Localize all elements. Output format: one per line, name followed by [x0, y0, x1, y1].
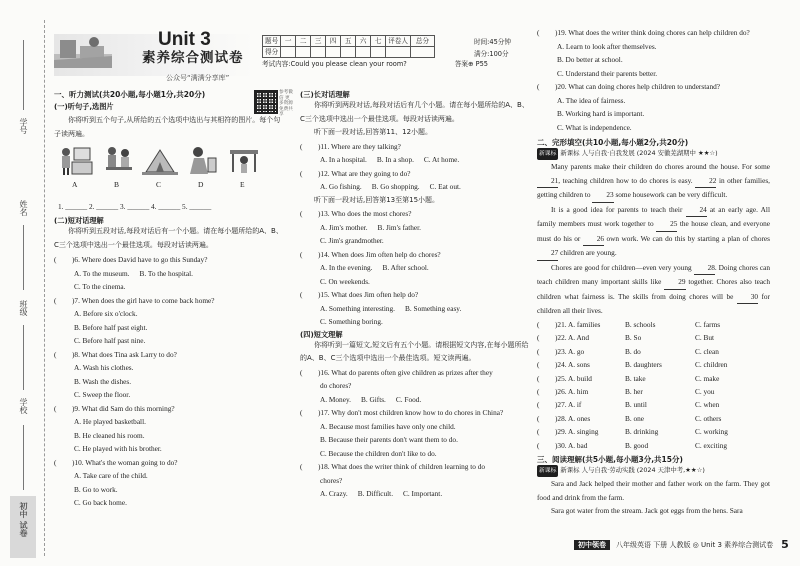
part1-heading-block [54, 90, 254, 111]
cloze-blank[interactable]: 28 [694, 261, 715, 276]
option[interactable]: C. Before half past nine. [74, 336, 146, 345]
score-header-cell: 总分 [410, 36, 434, 47]
question-text: )19. What does the writer think doing chores can help children do? [555, 28, 750, 37]
option[interactable]: B. good [625, 440, 649, 450]
question-sec4-3 [537, 26, 770, 40]
score-input-cell[interactable] [356, 47, 371, 58]
cloze-option-row [537, 412, 770, 425]
sec3-block [300, 90, 532, 501]
score-header-cell: 四 [326, 36, 341, 47]
question-sec2-1 [54, 294, 287, 308]
option[interactable]: C. On weekends. [320, 276, 370, 286]
answer-paren[interactable]: ( [537, 373, 540, 383]
sec2-instructions: 你将听到五段对话,每段对话后有一个小题。请在每小题所给的A、B、C三个选项中选出一个最佳选项。每段对话读两遍。 [54, 227, 283, 249]
label-class: 班级 [19, 300, 28, 316]
answer-paren[interactable]: ( [54, 349, 57, 359]
unit-title: Unit 3 [158, 29, 211, 50]
cloze-paragraph-1: Many parents make their children do chores around the house. For some 21, teaching children how to do chores is easy. 22 in other families, getting children to 23 some housework can be very difficult. [537, 160, 770, 203]
cloze-option-row [537, 398, 770, 411]
option[interactable]: B. daughters [625, 360, 662, 370]
question-continuation: do chores? [320, 381, 352, 390]
option[interactable]: )29. A. singing [555, 427, 599, 437]
score-input-cell[interactable] [371, 47, 386, 58]
cloze-blank[interactable]: 24 [686, 203, 707, 218]
option[interactable]: C. working [695, 427, 728, 437]
option[interactable]: B. schools [625, 319, 656, 329]
option[interactable]: C. when [695, 400, 720, 410]
reading-paragraph-2: Sara got water from the stream. Jack got eggs from the hens. Sara [551, 506, 743, 516]
answer-paren[interactable]: ( [537, 82, 540, 91]
option[interactable]: B. Something easy. [405, 303, 462, 313]
sec1-answer-blanks[interactable]: 1. ______ 2. ______ 3. ______ 4. ______ 5. ______ [58, 202, 212, 211]
option[interactable]: B. drinking [625, 427, 659, 437]
cloze-paragraph-3: Chores are good for children—even very young 28. Doing chores can teach children many important skills like 29 together. Chores also teach children what fairness is. The skills from doing chores will be 30 for children all their lives. [537, 262, 770, 316]
option-row [300, 393, 532, 407]
cloze-option-row [537, 331, 770, 344]
option[interactable]: C. Something boring. [320, 317, 383, 326]
sec3-heading: (三)长对话理解 [300, 90, 350, 99]
sec2-block [54, 216, 287, 510]
score-input-cell[interactable] [326, 47, 341, 58]
question-text: )16. What do parents often give children as prizes after they [318, 367, 493, 377]
question-text: )17. Why don't most children know how to do chores in China? [318, 408, 504, 417]
cloze-option-row [537, 372, 770, 385]
option-row [300, 153, 532, 167]
cloze-option-row [537, 439, 770, 452]
option[interactable]: )23. A. go [555, 346, 585, 356]
score-input-cell[interactable] [410, 47, 434, 58]
option[interactable]: A. The idea of fairness. [557, 95, 626, 105]
answer-paren[interactable]: ( [537, 400, 540, 410]
option[interactable]: C. But [695, 333, 715, 343]
answer-page-ref: 答案⊕ P55 [454, 60, 488, 68]
answer-paren[interactable]: ( [537, 440, 540, 450]
option[interactable]: B. Jim's father. [377, 222, 422, 232]
option[interactable]: B. In a shop. [376, 155, 414, 164]
binding-margin [0, 0, 52, 566]
question-sec2-0 [54, 253, 287, 267]
option[interactable]: A. Before six o'clock. [74, 309, 138, 318]
option[interactable]: B. Go shopping. [371, 182, 420, 191]
option[interactable]: B. until [625, 400, 647, 410]
question-text: )7. When does the girl have to come back home? [72, 295, 215, 305]
question-text: )13. Who does the most chores? [318, 209, 412, 218]
answer-paren[interactable]: ( [54, 255, 57, 264]
sec2-heading: (二)短对话理解 [54, 216, 104, 225]
option-row [300, 302, 532, 316]
test-content [262, 60, 488, 68]
question-sec3b-2 [300, 288, 532, 302]
option[interactable]: B. take [625, 373, 646, 383]
option[interactable]: B. Working hard is important. [557, 109, 645, 118]
option[interactable]: A. In a hospital. [320, 155, 367, 164]
option[interactable]: B. Do better at school. [557, 55, 623, 64]
option[interactable]: C. He played with his brother. [74, 444, 162, 453]
score-label-cell: 得分 [263, 47, 281, 58]
header-subtitle: 公众号“满满分享库” [166, 74, 230, 82]
option[interactable]: B. Go to work. [74, 484, 118, 494]
question-text: )9. What did Sam do this morning? [72, 403, 175, 413]
cloze-blank[interactable]: 26 [583, 232, 604, 247]
score-input-cell[interactable] [311, 47, 326, 58]
cloze-blank[interactable]: 23 [592, 188, 613, 203]
label-c: C [156, 180, 162, 189]
answer-paren[interactable]: ( [300, 290, 303, 299]
score-table [262, 35, 435, 58]
picture-options [58, 144, 262, 176]
answer-paren[interactable]: ( [300, 249, 303, 259]
option-row [300, 221, 532, 235]
label-b: B [114, 180, 120, 189]
question-sec2-4 [54, 456, 287, 470]
reading-paragraph-1: Sara and Jack helped their mother and father work on the farm. They got food and drink from the farm. [537, 479, 770, 502]
sec4-heading: (四)短文理解 [300, 329, 343, 339]
page-number: 5 [781, 538, 789, 551]
option[interactable]: )26. A. him [555, 386, 589, 396]
cloze-option-row [537, 345, 770, 358]
class-field[interactable] [23, 325, 24, 390]
option[interactable]: A. Jim's mother. [320, 222, 368, 232]
page-footer [574, 538, 789, 552]
option[interactable]: B. Wash the dishes. [74, 376, 132, 386]
option[interactable]: C. Go back home. [74, 498, 127, 507]
option[interactable]: )24. A. sons [555, 360, 590, 370]
option[interactable]: C. farms [695, 319, 721, 329]
answer-paren[interactable]: ( [54, 457, 57, 467]
option[interactable]: C. Jim's grandmother. [320, 236, 384, 245]
picture-a [58, 144, 94, 176]
answer-paren[interactable]: ( [537, 360, 540, 370]
option[interactable]: C. What is independence. [557, 122, 632, 132]
label-name: 姓名 [19, 200, 28, 216]
option[interactable]: C. Eat out. [429, 182, 461, 191]
answer-paren[interactable]: ( [54, 295, 57, 305]
option[interactable]: C. Sweep the floor. [74, 390, 131, 399]
cloze-blank[interactable]: 30 [737, 290, 758, 305]
part3-source: 新课标 新课标 人与自我·劳动实践 (2024 天津中考,★★☆) [537, 464, 770, 477]
question-text: )12. What are they going to do? [318, 168, 411, 178]
option[interactable]: C. you [695, 386, 715, 396]
cloze-paragraph-2: It is a good idea for parents to teach their 24 at an early age. All family members must work together to 25 the house clean, and everyone must do his or 26 own work. We can do this by starting a plan of chores 27 children are young. [537, 203, 770, 261]
score-header-cell: 题号 [263, 36, 281, 47]
option-row [300, 180, 532, 194]
sec1-heading: (一)听句子,选图片 [54, 102, 114, 112]
sec4-instructions: 你将听到一篇短文,短文后有五个小题。请根据短文内容,在每小题所给的A、B、C三个选项中选出一个最佳选项。短文读两遍。 [300, 340, 529, 362]
label-e: E [240, 180, 245, 189]
cloze-blank[interactable]: 21 [537, 174, 558, 189]
cloze-blank[interactable]: 25 [656, 217, 677, 232]
question-sec3a-0 [300, 140, 532, 154]
cloze-blank[interactable]: 22 [695, 174, 716, 189]
school-field[interactable] [23, 425, 24, 490]
option-row [300, 261, 532, 275]
qr-code[interactable] [254, 90, 278, 114]
question-sec2-2 [54, 348, 287, 362]
sec3-instructions: 你将听到两段对话,每段对话后有几个小题。请在每小题所给的A、B、C三个选项中选出一个最佳选项。每段对话读两遍。 [300, 101, 529, 123]
question-sec4-1 [300, 406, 532, 420]
answer-paren[interactable]: ( [537, 333, 540, 343]
option-row [54, 267, 287, 281]
option[interactable]: B. He cleaned his room. [74, 430, 145, 440]
option[interactable]: B. To the hospital. [139, 268, 193, 278]
test-title: 素养综合测试卷 [142, 50, 244, 66]
option[interactable]: C. clean [695, 346, 719, 356]
question-text: )15. What does Jim often help do? [318, 290, 419, 299]
option[interactable]: A. Because most families have only one child. [320, 421, 456, 431]
answer-paren[interactable]: ( [537, 346, 540, 356]
binding-logo: 初中 试卷 [10, 496, 36, 558]
option[interactable]: )22. A. And [555, 333, 590, 343]
column3-block [537, 26, 770, 518]
option[interactable]: A. Learn to look after themselves. [557, 41, 657, 51]
option[interactable]: )30. A. bad [555, 440, 588, 450]
score-header-cell: 六 [356, 36, 371, 47]
option[interactable]: A. In the evening. [320, 263, 373, 272]
option[interactable]: B. Before half past eight. [74, 322, 148, 332]
part2-source: 新课标 新课标 人与自我·自我发展 (2024 安徽芜湖期中 ★★☆) [537, 147, 770, 160]
cloze-blank[interactable]: 27 [537, 246, 558, 261]
sec3-intro1: 听下面一段对话,回答第11、12小题。 [314, 128, 433, 136]
option[interactable]: C. Food. [395, 394, 422, 404]
score-header-cell: 二 [296, 36, 311, 47]
question-text: )10. What's the woman going to do? [72, 457, 178, 467]
new-curriculum-tag: 新课标 [537, 465, 558, 477]
time-limit: 时间:45分钟 [474, 38, 511, 46]
part1-heading: 一、听力测试(共20小题,每小题1分,共20分) [54, 90, 206, 99]
score-header-cell: 七 [371, 36, 386, 47]
question-text: )6. Where does David have to go this Sunday? [72, 255, 208, 264]
score-input-cell[interactable] [341, 47, 356, 58]
answer-paren[interactable]: ( [300, 168, 303, 178]
score-header-cell: 评卷人 [386, 36, 411, 47]
cloze-option-row [537, 385, 770, 398]
cloze-option-row [537, 358, 770, 371]
question-sec2-3 [54, 402, 287, 416]
test-header [54, 28, 264, 88]
question-text: )8. What does Tina ask Larry to do? [72, 349, 177, 359]
option[interactable]: )27. A. if [555, 400, 582, 410]
picture-b [100, 144, 136, 176]
score-input-cell[interactable] [281, 47, 296, 58]
sec3-intro2: 听下面一段对话,回答第13至第15小题。 [314, 195, 440, 204]
label-d: D [198, 180, 204, 189]
option[interactable]: A. He played basketball. [74, 417, 146, 426]
answer-paren[interactable]: ( [537, 28, 540, 37]
answer-paren[interactable]: ( [54, 403, 57, 413]
option[interactable]: )25. A. build [555, 373, 592, 383]
student-id-field[interactable] [23, 40, 24, 110]
question-sec3a-1 [300, 167, 532, 181]
question-sec3b-1 [300, 248, 532, 262]
name-field[interactable] [23, 225, 24, 290]
qr-caption: 参考微信 更多资源 免费共享 [279, 90, 293, 117]
option[interactable]: C. children [695, 360, 728, 370]
score-input-cell[interactable] [386, 47, 411, 58]
test-content-text: 考试内容:Could you please clean your room? [262, 60, 407, 68]
answer-paren[interactable]: ( [300, 367, 303, 377]
option[interactable]: C. make [695, 373, 720, 383]
option[interactable]: C. Important. [403, 489, 443, 498]
cloze-option-row [537, 425, 770, 438]
answer-paren[interactable]: ( [537, 319, 540, 329]
score-header-cell: 五 [341, 36, 356, 47]
cloze-blank[interactable]: 29 [664, 275, 685, 290]
answer-paren[interactable]: ( [300, 209, 303, 218]
option[interactable]: B. one [625, 413, 645, 423]
option[interactable]: C. To the cinema. [74, 282, 126, 291]
option[interactable]: C. exciting [695, 440, 728, 450]
label-student-id: 学号 [19, 118, 28, 134]
option[interactable]: A. Crazy. [320, 489, 348, 498]
question-sec4-0 [300, 366, 532, 380]
option[interactable]: B. After school. [382, 263, 429, 272]
question-text: )20. What can doing chores help children to understand? [555, 82, 721, 91]
new-curriculum-tag: 新课标 [537, 148, 558, 160]
option[interactable]: B. So [625, 333, 642, 343]
question-text: )11. Where are they talking? [318, 141, 401, 151]
question-continuation: chores? [320, 475, 343, 485]
option[interactable]: A. Go fishing. [320, 182, 362, 191]
option[interactable]: A. Take care of the child. [74, 471, 148, 480]
answer-paren[interactable]: ( [300, 141, 303, 151]
answer-paren[interactable]: ( [537, 386, 540, 396]
answer-paren[interactable]: ( [537, 413, 540, 423]
score-header-cell: 三 [311, 36, 326, 47]
option-row [300, 487, 532, 501]
cloze-option-row [537, 318, 770, 331]
answer-paren[interactable]: ( [537, 427, 540, 437]
option[interactable]: A. Something interesting. [320, 303, 395, 313]
picture-d [184, 144, 220, 176]
answer-paren[interactable]: ( [300, 462, 303, 471]
question-sec3b-0 [300, 207, 532, 221]
option[interactable]: A. Money. [320, 394, 351, 404]
option[interactable]: B. Gifts. [360, 394, 386, 404]
option[interactable]: )21. A. families [555, 319, 601, 329]
label-school: 学校 [19, 398, 28, 414]
question-text: )18. What does the writer think of children learning to do [318, 462, 486, 471]
header-illustration [54, 34, 112, 68]
footer-brand: 初中领卷 [574, 540, 610, 551]
footer-info: 八年级英语 下册 人教版 ◎ Unit 3 素养综合测试卷 [616, 540, 774, 549]
part3-heading: 三、阅读理解(共5小题,每小题3分,共15分) [537, 454, 683, 464]
option[interactable]: B. her [625, 386, 643, 396]
score-header-cell: 一 [281, 36, 296, 47]
picture-e [226, 144, 262, 176]
option[interactable]: C. others [695, 413, 722, 423]
part2-heading: 二、完形填空(共10小题,每小题2分,共20分) [537, 138, 689, 147]
full-score: 满分:100分 [474, 50, 509, 58]
label-a: A [72, 180, 78, 189]
time-info [474, 36, 511, 60]
option[interactable]: B. Because their parents don't want them to do. [320, 435, 458, 444]
question-sec4-2 [300, 460, 532, 474]
option[interactable]: C. At home. [423, 155, 460, 164]
option[interactable]: B. do [625, 346, 641, 356]
option[interactable]: C. Understand their parents better. [557, 68, 658, 78]
cut-line [44, 20, 45, 556]
option[interactable]: )28. A. ones [555, 413, 591, 423]
option[interactable]: B. Difficult. [357, 489, 394, 498]
question-sec4-4 [537, 80, 770, 94]
score-input-cell[interactable] [296, 47, 311, 58]
question-text: )14. When does Jim often help do chores? [318, 249, 441, 259]
option[interactable]: A. To the museum. [74, 268, 130, 278]
option[interactable]: A. Wash his clothes. [74, 363, 134, 372]
option[interactable]: C. Because the children don't like to do. [320, 448, 437, 458]
sec1-instructions: 你将听到五个句子,从所给的五个选项中选出与其相符的图片。每个句子读两遍。 [54, 116, 281, 138]
answer-paren[interactable]: ( [300, 408, 303, 417]
picture-c [142, 144, 178, 176]
